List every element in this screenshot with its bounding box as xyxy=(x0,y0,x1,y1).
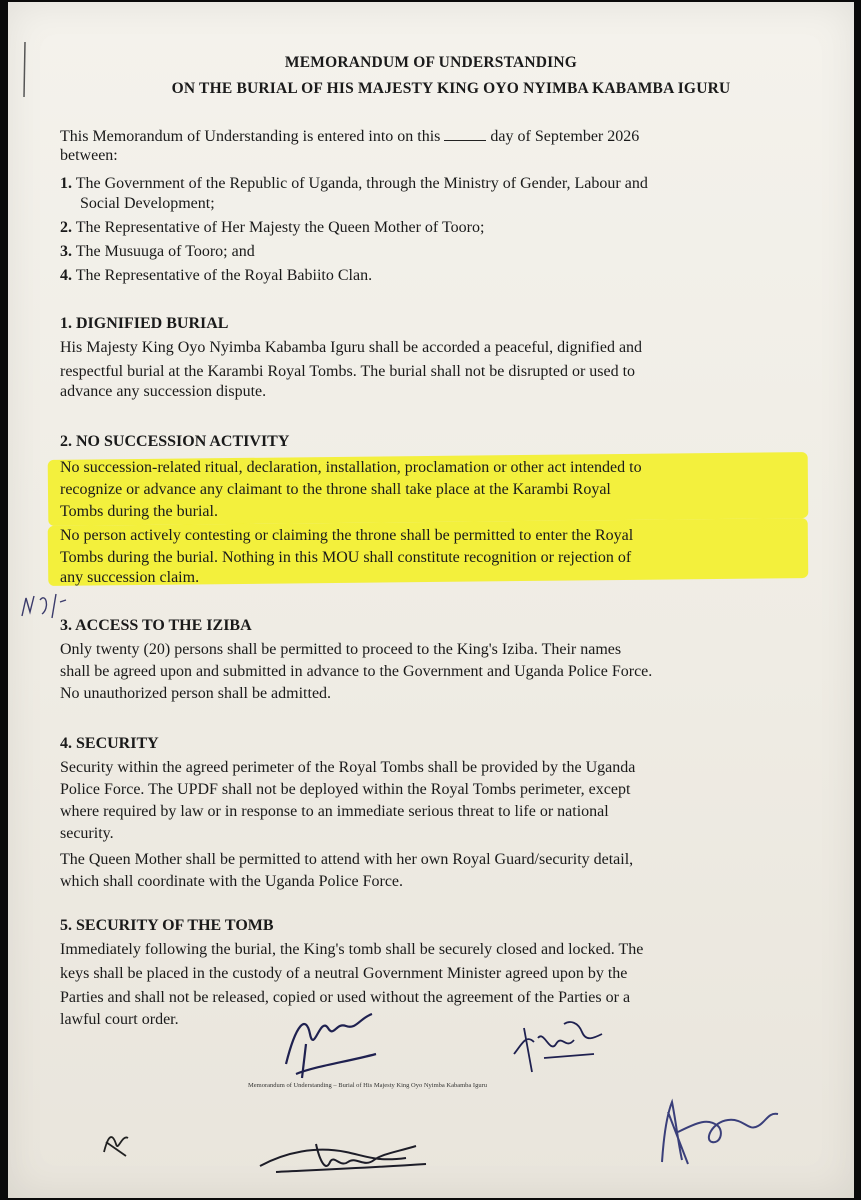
document-title: MEMORANDUM OF UNDERSTANDING xyxy=(284,54,578,71)
section-2-line: any succession claim. xyxy=(60,569,200,586)
section-3-line: No unauthorized person shall be admitted. xyxy=(60,685,332,702)
date-blank xyxy=(444,126,486,141)
section-5-line: Parties and shall not be released, copied or used without the agreement of the Parties or a xyxy=(60,989,631,1006)
section-4-line: security. xyxy=(60,825,114,842)
document-page xyxy=(8,2,854,1198)
section-3-heading: 3. ACCESS TO THE IZIBA xyxy=(60,617,252,634)
section-2-line: recognize or advance any claimant to the throne shall take place at the Karambi Royal xyxy=(60,481,611,498)
section-4-line: which shall coordinate with the Uganda Police Force. xyxy=(60,873,404,890)
intro-text-b: day of September 2026 xyxy=(490,128,640,145)
party-1-cont: Social Development; xyxy=(80,195,215,212)
section-4-heading: 4. SECURITY xyxy=(60,735,159,752)
section-5-line: Immediately following the burial, the King's tomb shall be securely closed and locked. The xyxy=(60,941,644,958)
party-2: 2. The Representative of Her Majesty the Queen Mother of Tooro; xyxy=(60,219,485,236)
intro-line xyxy=(60,126,639,147)
party-4: 4. The Representative of the Royal Babiito Clan. xyxy=(60,267,373,284)
section-2-line: No person actively contesting or claiming the throne shall be permitted to enter the Royal xyxy=(60,527,634,544)
section-1-line: advance any succession dispute. xyxy=(60,383,267,400)
section-3-line: shall be agreed upon and submitted in advance to the Government and Uganda Police Force. xyxy=(60,663,653,680)
section-4-line: where required by law or in response to an immediate serious threat to life or national xyxy=(60,803,609,820)
section-5-heading: 5. SECURITY OF THE TOMB xyxy=(60,917,274,934)
section-4-line: Police Force. The UPDF shall not be deployed within the Royal Tombs perimeter, except xyxy=(60,781,631,798)
signature xyxy=(96,1122,136,1162)
intro-text-a: This Memorandum of Understanding is entered into on this xyxy=(60,128,441,145)
page-footer: Memorandum of Understanding – Burial of His Majesty King Oyo Nyimba Kabamba Iguru xyxy=(248,1082,488,1089)
signature xyxy=(648,1082,788,1172)
document-subtitle: ON THE BURIAL OF HIS MAJESTY KING OYO NYIMBA KABAMBA IGURU xyxy=(171,80,731,97)
section-2-line: No succession-related ritual, declaration, installation, proclamation or other act intended to xyxy=(60,459,642,476)
section-5-line: lawful court order. xyxy=(60,1011,179,1028)
section-4-line: The Queen Mother shall be permitted to attend with her own Royal Guard/security detail, xyxy=(60,851,634,868)
signature xyxy=(256,1132,436,1182)
section-1-line: His Majesty King Oyo Nyimba Kabamba Iguru shall be accorded a peaceful, dignified and xyxy=(60,339,643,356)
section-1-heading: 1. DIGNIFIED BURIAL xyxy=(60,315,229,332)
party-1: 1. The Government of the Republic of Uganda, through the Ministry of Gender, Labour and xyxy=(60,175,648,192)
section-1-line: respectful burial at the Karambi Royal Tombs. The burial shall not be disrupted or used to xyxy=(60,363,636,380)
section-2-line: Tombs during the burial. xyxy=(60,503,218,520)
signature xyxy=(504,1014,614,1084)
signature xyxy=(276,1004,386,1084)
section-4-line: Security within the agreed perimeter of the Royal Tombs shall be provided by the Uganda xyxy=(60,759,636,776)
intro-between: between: xyxy=(60,147,118,164)
section-5-line: keys shall be placed in the custody of a neutral Government Minister agreed upon by the xyxy=(60,965,628,982)
section-2-heading: 2. NO SUCCESSION ACTIVITY xyxy=(60,433,290,450)
section-2-line: Tombs during the burial. Nothing in this MOU shall constitute recognition or rejection of xyxy=(60,549,632,566)
party-3: 3. The Musuuga of Tooro; and xyxy=(60,243,255,260)
section-3-line: Only twenty (20) persons shall be permitted to proceed to the King's Iziba. Their names xyxy=(60,641,622,658)
